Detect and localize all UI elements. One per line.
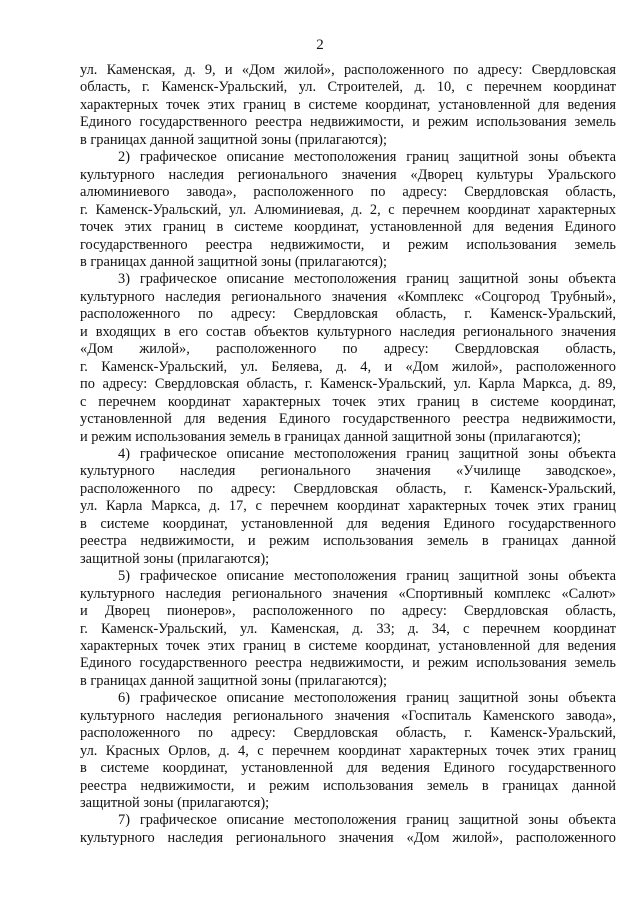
text-line: точек этих границ в системе координат, установленной для ведения Единого xyxy=(80,219,616,236)
text-line: Единого государственного реестра недвижимости, и режим использования земель xyxy=(80,114,616,131)
text-line: расположенного по адресу: Свердловская область, г. Каменск-Уральский, xyxy=(80,725,616,742)
text-line: характерных точек этих границ в системе координат, установленной для ведения xyxy=(80,637,616,654)
text-line: и входящих в его состав объектов культурного наследия регионального значения xyxy=(80,323,616,340)
paragraph-item-4 xyxy=(80,446,616,568)
text-line: г. Каменск-Уральский, ул. Алюминиевая, д. 2, с перечнем координат характерных xyxy=(80,201,616,218)
text-line: ул. Красных Орлов, д. 4, с перечнем координат характерных точек этих границ xyxy=(80,742,616,759)
text-line: культурного наследия регионального значения «Спортивный комплекс «Салют» xyxy=(80,585,616,602)
text-line: с перечнем координат характерных точек этих границ в системе координат, xyxy=(80,393,616,410)
text-line: 2) графическое описание местоположения границ защитной зоны объекта xyxy=(118,149,616,166)
text-line: реестра недвижимости, и режим использования земель в границах данной xyxy=(80,533,616,550)
text-line: культурного наследия регионального значения «Комплекс «Соцгород Трубный», xyxy=(80,288,616,305)
text-line: ул. Каменская, д. 9, и «Дом жилой», расположенного по адресу: Свердловская xyxy=(80,62,616,78)
text-line: 4) графическое описание местоположения границ защитной зоны объекта xyxy=(118,445,616,462)
text-line: культурного наследия регионального значения «Госпиталь Каменского завода», xyxy=(80,707,616,724)
paragraph-item-6 xyxy=(80,690,616,812)
text-line: реестра недвижимости, и режим использования земель в границах данной xyxy=(80,777,616,794)
text-line: расположенного по адресу: Свердловская область, г. Каменск-Уральский, xyxy=(80,306,616,323)
text-line: 6) графическое описание местоположения границ защитной зоны объекта xyxy=(118,690,616,707)
page-number: 2 xyxy=(316,37,324,53)
paragraph-item-5 xyxy=(80,568,616,690)
text-line: по адресу: Свердловская область, г. Каменск-Уральский, ул. Карла Маркса, д. 89, xyxy=(80,376,616,393)
text-line: в системе координат, установленной для ведения Единого государственного xyxy=(80,760,616,777)
text-line: г. Каменск-Уральский, ул. Беляева, д. 4, и «Дом жилой», расположенного xyxy=(80,358,616,375)
text-line: и режим использования земель в границах данной защитной зоны (прилагаются); xyxy=(80,428,582,445)
text-line: Единого государственного реестра недвижимости, и режим использования земель xyxy=(80,655,616,672)
text-line: в границах данной защитной зоны (прилагаются); xyxy=(80,131,387,148)
paragraph-item-7 xyxy=(80,812,616,847)
text-line: 3) графическое описание местоположения границ защитной зоны объекта xyxy=(118,271,616,288)
text-line: ул. Карла Маркса, д. 17, с перечнем координат характерных точек этих границ xyxy=(80,498,616,515)
text-line: культурного наследия регионального значения «Училище заводское», xyxy=(80,463,616,480)
text-line: область, г. Каменск-Уральский, ул. Строителей, д. 10, с перечнем координат xyxy=(80,79,616,96)
text-line: в границах данной защитной зоны (прилагаются); xyxy=(80,672,387,689)
text-line: 7) графическое описание местоположения границ защитной зоны объекта xyxy=(118,812,616,829)
text-line: установленной для ведения Единого государственного реестра недвижимости, xyxy=(80,411,616,428)
text-line: в системе координат, установленной для ведения Единого государственного xyxy=(80,515,616,532)
text-line: алюминиевого завода», расположенного по адресу: Свердловская область, xyxy=(80,184,616,201)
text-line: в границах данной защитной зоны (прилагаются); xyxy=(80,253,387,270)
text-line: защитной зоны (прилагаются); xyxy=(80,795,270,812)
paragraph-item-3 xyxy=(80,271,616,446)
text-line: характерных точек этих границ в системе координат, установленной для ведения xyxy=(80,96,616,113)
text-line: расположенного по адресу: Свердловская область, г. Каменск-Уральский, xyxy=(80,480,616,497)
text-line: защитной зоны (прилагаются); xyxy=(80,550,270,567)
text-line: государственного реестра недвижимости, и режим использования земель xyxy=(80,236,616,253)
document-body xyxy=(80,62,616,847)
text-line: культурного наследия регионального значения «Дворец культуры Уральского xyxy=(80,166,616,183)
text-line: 5) графическое описание местоположения границ защитной зоны объекта xyxy=(118,568,616,585)
paragraph-item-2 xyxy=(80,149,616,271)
text-line: культурного наследия регионального значения «Дом жилой», расположенного xyxy=(80,829,616,846)
text-line: г. Каменск-Уральский, ул. Каменская, д. 33; д. 34, с перечнем координат xyxy=(80,620,616,637)
text-line: «Дом жилой», расположенного по адресу: Свердловская область, xyxy=(80,341,616,358)
paragraph-continuation xyxy=(80,62,616,149)
text-line: и Дворец пионеров», расположенного по адресу: Свердловская область, xyxy=(80,603,616,620)
